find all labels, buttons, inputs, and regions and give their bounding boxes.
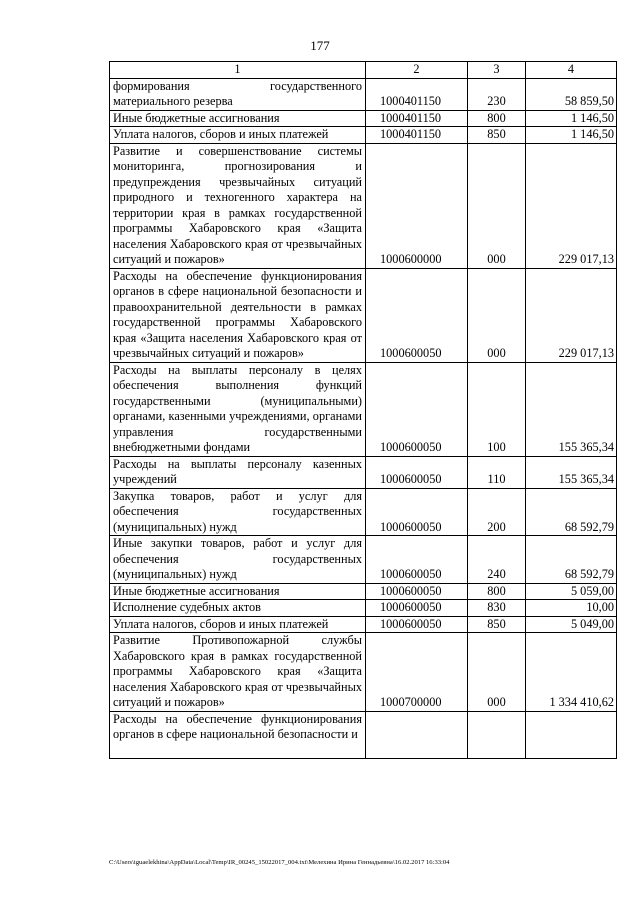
page-number: 177 xyxy=(310,38,330,53)
row-code: 1000600050 xyxy=(366,268,468,362)
table-row xyxy=(110,633,617,712)
row-code: 1000401150 xyxy=(366,127,468,144)
row-name: Расходы на выплаты персоналу казенных учреждений xyxy=(110,456,366,488)
column-header-4: 4 xyxy=(526,62,617,79)
row-sum: 229 017,13 xyxy=(526,268,617,362)
row-kind: 000 xyxy=(468,268,526,362)
row-name: Иные закупки товаров, работ и услуг для обеспечения государственных (муниципальных) нужд xyxy=(110,536,366,584)
row-sum: 68 592,79 xyxy=(526,488,617,536)
row-name: Развитие и совершенствование системы мониторинга, прогнозирования и предупреждения чрезвычайных ситуаций природного и техногенного характера на территории края в рамках государственной программы Хабаровского края «Защита населения Хабаровского края от чрезвычайных ситуаций и пожаров» xyxy=(110,143,366,268)
table-row xyxy=(110,711,617,758)
row-kind: 830 xyxy=(468,600,526,617)
row-name: Расходы на обеспечение функционирования органов в сфере национальной безопасности и правоохранительной деятельности в рамках государственной программы Хабаровского края «Защита населения Хабаровского края от чрезвычайных ситуаций и пожаров» xyxy=(110,268,366,362)
row-code: 1000600050 xyxy=(366,456,468,488)
column-header-1: 1 xyxy=(110,62,366,79)
row-kind: 100 xyxy=(468,362,526,456)
table-row xyxy=(110,488,617,536)
row-sum: 1 146,50 xyxy=(526,127,617,144)
row-code: 1000600050 xyxy=(366,488,468,536)
row-kind: 000 xyxy=(468,143,526,268)
budget-table xyxy=(109,61,617,759)
row-name: Закупка товаров, работ и услуг для обеспечения государственных (муниципальных) нужд xyxy=(110,488,366,536)
row-kind: 110 xyxy=(468,456,526,488)
table-row xyxy=(110,143,617,268)
row-kind: 800 xyxy=(468,583,526,600)
row-name: Расходы на выплаты персоналу в целях обеспечения выполнения функций государственными (муниципальными) органами, казенными учреждениями, органами управления государственными внебюджетными фондами xyxy=(110,362,366,456)
row-sum xyxy=(526,711,617,758)
row-name: Развитие Противопожарной службы Хабаровского края в рамках государственной программы Хабаровского края «Защита населения Хабаровского края от чрезвычайных ситуаций и пожаров» xyxy=(110,633,366,712)
row-code: 1000700000 xyxy=(366,633,468,712)
row-sum: 1 334 410,62 xyxy=(526,633,617,712)
table-row xyxy=(110,536,617,584)
row-name: Исполнение судебных актов xyxy=(110,600,366,617)
table-row xyxy=(110,78,617,110)
row-code: 1000600050 xyxy=(366,583,468,600)
table-row xyxy=(110,616,617,633)
row-sum: 58 859,50 xyxy=(526,78,617,110)
row-name: Иные бюджетные ассигнования xyxy=(110,110,366,127)
row-sum: 155 365,34 xyxy=(526,456,617,488)
table-header-row xyxy=(110,62,617,79)
row-sum: 5 049,00 xyxy=(526,616,617,633)
row-kind: 230 xyxy=(468,78,526,110)
row-kind: 850 xyxy=(468,616,526,633)
table-row xyxy=(110,268,617,362)
row-code: 1000600050 xyxy=(366,536,468,584)
row-code: 1000600050 xyxy=(366,616,468,633)
row-sum: 155 365,34 xyxy=(526,362,617,456)
row-sum: 5 059,00 xyxy=(526,583,617,600)
row-sum: 229 017,13 xyxy=(526,143,617,268)
row-name: Уплата налогов, сборов и иных платежей xyxy=(110,616,366,633)
table-row xyxy=(110,600,617,617)
row-code: 1000401150 xyxy=(366,110,468,127)
column-header-3: 3 xyxy=(468,62,526,79)
column-header-2: 2 xyxy=(366,62,468,79)
table-row xyxy=(110,127,617,144)
file-path-footer: C:\Users\iguaelekhina\AppData\Local\Temp\IR_00245_15022017_004.txt\Мелехина Ирина Геннадьевна\16.02.2017 16:33:04 xyxy=(109,859,450,866)
row-name: формирования государственного материального резерва xyxy=(110,78,366,110)
row-sum: 10,00 xyxy=(526,600,617,617)
table-row xyxy=(110,362,617,456)
row-kind: 800 xyxy=(468,110,526,127)
row-code: 1000600050 xyxy=(366,362,468,456)
row-kind xyxy=(468,711,526,758)
row-code: 1000600050 xyxy=(366,600,468,617)
row-name: Расходы на обеспечение функционирования органов в сфере национальной безопасности и xyxy=(110,711,366,758)
row-code: 1000600000 xyxy=(366,143,468,268)
row-sum: 1 146,50 xyxy=(526,110,617,127)
row-sum: 68 592,79 xyxy=(526,536,617,584)
table-row xyxy=(110,110,617,127)
row-kind: 000 xyxy=(468,633,526,712)
row-name: Иные бюджетные ассигнования xyxy=(110,583,366,600)
row-kind: 850 xyxy=(468,127,526,144)
row-kind: 200 xyxy=(468,488,526,536)
row-kind: 240 xyxy=(468,536,526,584)
row-code: 1000401150 xyxy=(366,78,468,110)
row-name: Уплата налогов, сборов и иных платежей xyxy=(110,127,366,144)
row-code xyxy=(366,711,468,758)
table-row xyxy=(110,456,617,488)
table-row xyxy=(110,583,617,600)
